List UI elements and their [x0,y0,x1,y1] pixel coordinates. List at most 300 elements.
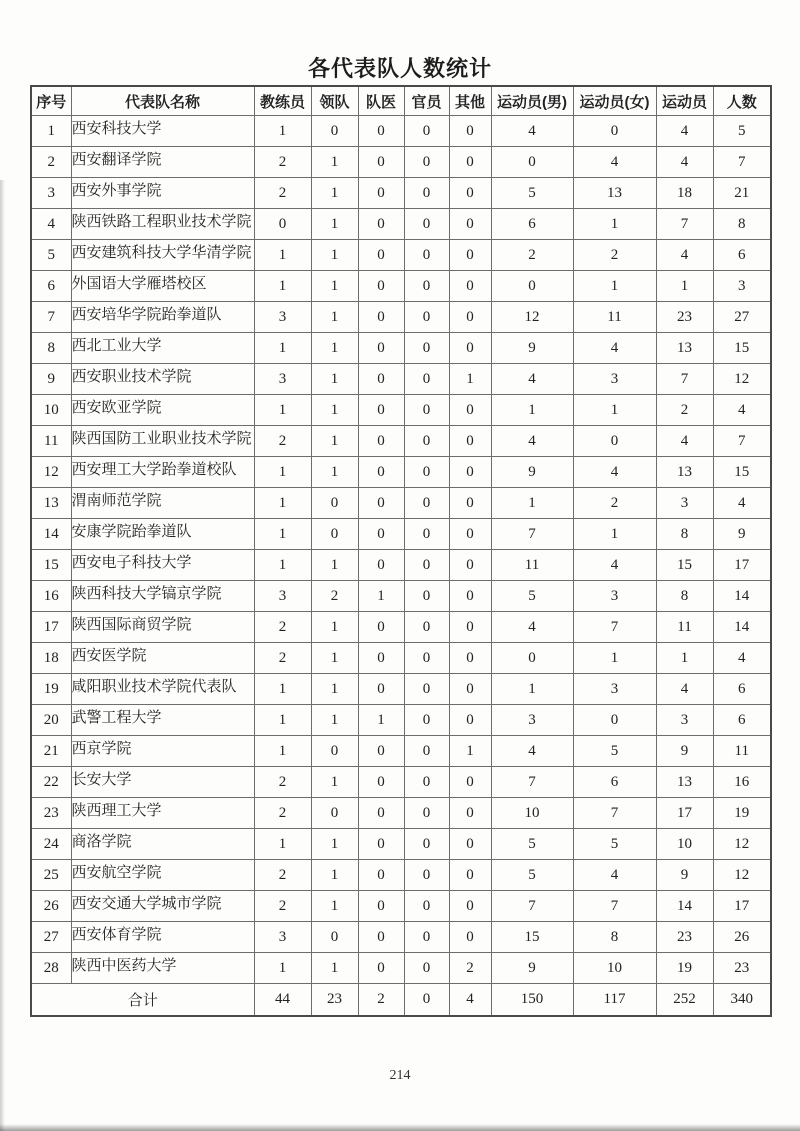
count-cell: 0 [311,116,358,147]
count-cell: 4 [656,147,713,178]
total-count-cell: 23 [311,984,358,1017]
count-cell: 1 [311,426,358,457]
count-cell: 1 [311,550,358,581]
count-cell: 9 [491,457,573,488]
team-name-text: 西安医学院 [71,648,147,664]
team-name-text: 咸阳职业技术学院代表队 [71,679,237,695]
count-cell: 9 [713,519,771,550]
count-cell: 4 [491,426,573,457]
count-cell: 0 [404,302,449,333]
count-cell: 3 [254,364,311,395]
team-name-text: 陕西国防工业职业技术学院 [71,431,252,447]
count-cell: 1 [358,705,404,736]
count-cell: 0 [404,240,449,271]
count-cell: 7 [713,426,771,457]
row-index-cell: 10 [31,395,71,426]
count-cell: 0 [358,333,404,364]
count-cell: 12 [713,860,771,891]
count-cell: 0 [404,767,449,798]
count-cell: 0 [573,426,656,457]
count-cell: 11 [656,612,713,643]
count-cell: 3 [573,364,656,395]
team-name-text: 西安培华学院跆拳道队 [71,307,222,323]
row-index-cell: 27 [31,922,71,953]
count-cell: 0 [358,240,404,271]
count-cell: 0 [358,798,404,829]
count-cell: 0 [358,643,404,674]
row-index-cell: 19 [31,674,71,705]
count-cell: 0 [491,147,573,178]
table-row [31,705,771,736]
count-cell: 0 [449,612,491,643]
count-cell: 0 [404,178,449,209]
count-cell: 0 [573,705,656,736]
team-name-text: 陕西铁路工程职业技术学院 [71,214,252,230]
team-name-text: 商洛学院 [71,834,132,850]
count-cell: 0 [358,550,404,581]
table-row [31,240,771,271]
count-cell: 4 [713,488,771,519]
count-cell: 0 [404,457,449,488]
row-index-cell: 3 [31,178,71,209]
count-cell: 4 [713,643,771,674]
count-cell: 5 [491,829,573,860]
team-name-text: 西安建筑科技大学华清学院 [71,245,252,261]
count-cell: 2 [254,891,311,922]
count-cell: 0 [358,674,404,705]
count-cell: 1 [254,240,311,271]
table-header [31,86,771,116]
count-cell: 0 [358,829,404,860]
team-name-cell [71,860,254,891]
count-cell: 6 [713,240,771,271]
count-cell: 1 [254,271,311,302]
row-index-cell: 9 [31,364,71,395]
total-count-cell: 150 [491,984,573,1017]
count-cell: 0 [404,581,449,612]
count-cell: 4 [656,426,713,457]
count-cell: 15 [713,333,771,364]
count-cell: 15 [656,550,713,581]
count-cell: 18 [656,178,713,209]
count-cell: 17 [656,798,713,829]
count-cell: 0 [449,178,491,209]
team-name-cell [71,581,254,612]
count-cell: 1 [311,240,358,271]
table-row [31,147,771,178]
count-cell: 13 [656,767,713,798]
count-cell: 5 [491,178,573,209]
count-cell: 0 [404,891,449,922]
count-cell: 2 [254,426,311,457]
count-cell: 6 [573,767,656,798]
count-cell: 17 [713,891,771,922]
table-row [31,457,771,488]
count-cell: 4 [573,147,656,178]
table-row [31,488,771,519]
count-cell: 0 [311,922,358,953]
count-cell: 0 [404,922,449,953]
count-cell: 0 [404,798,449,829]
count-cell: 0 [449,116,491,147]
count-cell: 0 [449,767,491,798]
count-cell: 14 [656,891,713,922]
count-cell: 14 [713,612,771,643]
team-name-cell [71,767,254,798]
team-name-cell [71,705,254,736]
row-index-cell: 20 [31,705,71,736]
row-index-cell: 1 [31,116,71,147]
count-cell: 0 [404,488,449,519]
count-cell: 4 [573,550,656,581]
count-cell: 9 [656,860,713,891]
scan-left-edge-shadow [0,180,5,1131]
table-row [31,798,771,829]
count-cell: 0 [449,705,491,736]
count-cell: 23 [656,922,713,953]
count-cell: 0 [449,302,491,333]
count-cell: 1 [311,860,358,891]
column-header: 其他 [449,86,491,116]
total-label-cell: 合计 [31,984,254,1017]
count-cell: 7 [573,891,656,922]
team-name-text: 长安大学 [71,772,132,788]
count-cell: 17 [713,550,771,581]
count-cell: 3 [573,674,656,705]
count-cell: 5 [491,581,573,612]
row-index-cell: 21 [31,736,71,767]
row-index-cell: 26 [31,891,71,922]
team-name-text: 西京学院 [71,741,132,757]
row-index-cell: 7 [31,302,71,333]
count-cell: 4 [491,612,573,643]
count-cell: 0 [311,798,358,829]
count-cell: 1 [311,953,358,984]
count-cell: 1 [656,643,713,674]
count-cell: 0 [449,426,491,457]
count-cell: 3 [491,705,573,736]
team-name-cell [71,798,254,829]
count-cell: 0 [491,271,573,302]
count-cell: 2 [449,953,491,984]
count-cell: 13 [656,333,713,364]
count-cell: 26 [713,922,771,953]
count-cell: 1 [254,333,311,364]
team-name-text: 外国语大学雁塔校区 [71,276,207,292]
count-cell: 8 [656,519,713,550]
count-cell: 7 [491,519,573,550]
count-cell: 4 [573,860,656,891]
count-cell: 4 [491,736,573,767]
table-row [31,302,771,333]
count-cell: 1 [311,209,358,240]
team-name-cell [71,612,254,643]
count-cell: 1 [311,457,358,488]
count-cell: 10 [656,829,713,860]
total-count-cell: 44 [254,984,311,1017]
team-name-cell [71,333,254,364]
count-cell: 0 [358,395,404,426]
count-cell: 3 [713,271,771,302]
count-cell: 1 [491,395,573,426]
team-name-text: 渭南师范学院 [71,493,162,509]
table-row [31,581,771,612]
count-cell: 1 [573,643,656,674]
count-cell: 21 [713,178,771,209]
count-cell: 1 [311,767,358,798]
count-cell: 4 [656,116,713,147]
table-row [31,891,771,922]
total-count-cell: 2 [358,984,404,1017]
table-row [31,519,771,550]
count-cell: 7 [573,798,656,829]
team-name-text: 西安交通大学城市学院 [71,896,222,912]
row-index-cell: 2 [31,147,71,178]
count-cell: 2 [254,147,311,178]
team-name-text: 西安航空学院 [71,865,162,881]
count-cell: 0 [404,271,449,302]
count-cell: 0 [358,209,404,240]
table-row [31,612,771,643]
team-name-cell [71,271,254,302]
count-cell: 1 [254,488,311,519]
count-cell: 0 [573,116,656,147]
column-header: 运动员(女) [573,86,656,116]
row-index-cell: 12 [31,457,71,488]
total-count-cell: 117 [573,984,656,1017]
count-cell: 15 [491,922,573,953]
count-cell: 1 [311,705,358,736]
total-count-cell: 252 [656,984,713,1017]
column-header: 运动员(男) [491,86,573,116]
count-cell: 1 [311,333,358,364]
count-cell: 5 [573,736,656,767]
count-cell: 1 [311,612,358,643]
count-cell: 1 [254,550,311,581]
count-cell: 8 [656,581,713,612]
count-cell: 7 [491,891,573,922]
table-row [31,829,771,860]
table-row [31,643,771,674]
count-cell: 1 [311,674,358,705]
count-cell: 0 [404,736,449,767]
count-cell: 1 [311,643,358,674]
row-index-cell: 14 [31,519,71,550]
total-count-cell: 0 [404,984,449,1017]
count-cell: 7 [491,767,573,798]
row-index-cell: 28 [31,953,71,984]
count-cell: 1 [311,271,358,302]
count-cell: 5 [573,829,656,860]
team-name-cell [71,395,254,426]
team-name-cell [71,643,254,674]
row-index-cell: 16 [31,581,71,612]
row-index-cell: 13 [31,488,71,519]
page-title: 各代表队人数统计 [307,56,492,81]
count-cell: 10 [573,953,656,984]
table-row [31,550,771,581]
count-cell: 0 [449,643,491,674]
count-cell: 1 [311,178,358,209]
team-name-cell [71,209,254,240]
count-cell: 0 [358,147,404,178]
count-cell: 0 [449,581,491,612]
count-cell: 2 [311,581,358,612]
column-header: 队医 [358,86,404,116]
column-header: 序号 [31,86,71,116]
count-cell: 1 [449,364,491,395]
count-cell: 0 [358,922,404,953]
count-cell: 0 [311,736,358,767]
count-cell: 0 [449,457,491,488]
count-cell: 2 [254,767,311,798]
count-cell: 0 [358,767,404,798]
team-name-text: 西安外事学院 [71,183,162,199]
team-name-cell [71,550,254,581]
count-cell: 7 [573,612,656,643]
team-name-text: 安康学院跆拳道队 [71,524,192,540]
count-cell: 5 [713,116,771,147]
team-name-cell [71,457,254,488]
count-cell: 2 [491,240,573,271]
row-index-cell: 18 [31,643,71,674]
table-row [31,674,771,705]
count-cell: 0 [449,209,491,240]
column-header: 领队 [311,86,358,116]
team-name-cell [71,426,254,457]
count-cell: 3 [656,488,713,519]
count-cell: 0 [404,829,449,860]
team-name-cell [71,922,254,953]
row-index-cell: 25 [31,860,71,891]
count-cell: 4 [573,333,656,364]
row-index-cell: 23 [31,798,71,829]
count-cell: 5 [491,860,573,891]
count-cell: 9 [491,333,573,364]
count-cell: 14 [713,581,771,612]
count-cell: 2 [254,860,311,891]
count-cell: 1 [254,674,311,705]
table-row [31,767,771,798]
count-cell: 2 [573,240,656,271]
row-index-cell: 24 [31,829,71,860]
table-row [31,271,771,302]
count-cell: 19 [656,953,713,984]
count-cell: 12 [713,364,771,395]
count-cell: 1 [254,116,311,147]
count-cell: 3 [656,705,713,736]
count-cell: 0 [449,922,491,953]
column-header: 运动员 [656,86,713,116]
team-name-text: 陕西中医药大学 [71,958,177,974]
count-cell: 4 [656,674,713,705]
count-cell: 0 [449,891,491,922]
count-cell: 0 [404,860,449,891]
team-name-cell [71,178,254,209]
count-cell: 12 [491,302,573,333]
count-cell: 1 [491,674,573,705]
count-cell: 3 [254,922,311,953]
team-name-cell [71,240,254,271]
count-cell: 2 [254,178,311,209]
count-cell: 0 [358,426,404,457]
scan-bottom-edge-shadow [0,1124,800,1131]
team-name-text: 西安欧亚学院 [71,400,162,416]
count-cell: 1 [254,705,311,736]
team-name-cell [71,736,254,767]
count-cell: 8 [573,922,656,953]
team-name-text: 西安翻译学院 [71,152,162,168]
table-row [31,860,771,891]
column-header: 代表队名称 [71,86,254,116]
count-cell: 0 [449,147,491,178]
row-index-cell: 5 [31,240,71,271]
count-cell: 10 [491,798,573,829]
delegation-stats-table [30,85,772,1017]
column-header: 人数 [713,86,771,116]
count-cell: 1 [491,488,573,519]
count-cell: 0 [449,488,491,519]
count-cell: 2 [254,612,311,643]
count-cell: 1 [449,736,491,767]
team-name-text: 西安电子科技大学 [71,555,192,571]
count-cell: 4 [573,457,656,488]
count-cell: 0 [449,271,491,302]
team-name-text: 陕西国际商贸学院 [71,617,192,633]
count-cell: 0 [358,457,404,488]
table-row [31,178,771,209]
count-cell: 6 [491,209,573,240]
count-cell: 0 [404,612,449,643]
count-cell: 11 [573,302,656,333]
team-name-text: 陕西理工大学 [71,803,162,819]
table-row [31,395,771,426]
team-name-text: 陕西科技大学镐京学院 [71,586,222,602]
count-cell: 6 [713,705,771,736]
team-name-cell [71,488,254,519]
count-cell: 1 [656,271,713,302]
count-cell: 23 [656,302,713,333]
table-row [31,736,771,767]
count-cell: 1 [311,364,358,395]
count-cell: 0 [358,364,404,395]
count-cell: 4 [656,240,713,271]
count-cell: 0 [449,674,491,705]
row-index-cell: 11 [31,426,71,457]
count-cell: 1 [573,395,656,426]
count-cell: 1 [254,457,311,488]
table-row [31,953,771,984]
column-header: 官员 [404,86,449,116]
team-name-cell [71,147,254,178]
count-cell: 3 [254,581,311,612]
count-cell: 13 [656,457,713,488]
count-cell: 1 [254,519,311,550]
count-cell: 0 [311,488,358,519]
count-cell: 6 [713,674,771,705]
count-cell: 0 [449,550,491,581]
count-cell: 23 [713,953,771,984]
count-cell: 1 [311,302,358,333]
count-cell: 1 [311,147,358,178]
count-cell: 11 [713,736,771,767]
count-cell: 0 [404,705,449,736]
count-cell: 19 [713,798,771,829]
count-cell: 0 [449,798,491,829]
count-cell: 0 [358,736,404,767]
count-cell: 1 [573,271,656,302]
count-cell: 1 [311,829,358,860]
